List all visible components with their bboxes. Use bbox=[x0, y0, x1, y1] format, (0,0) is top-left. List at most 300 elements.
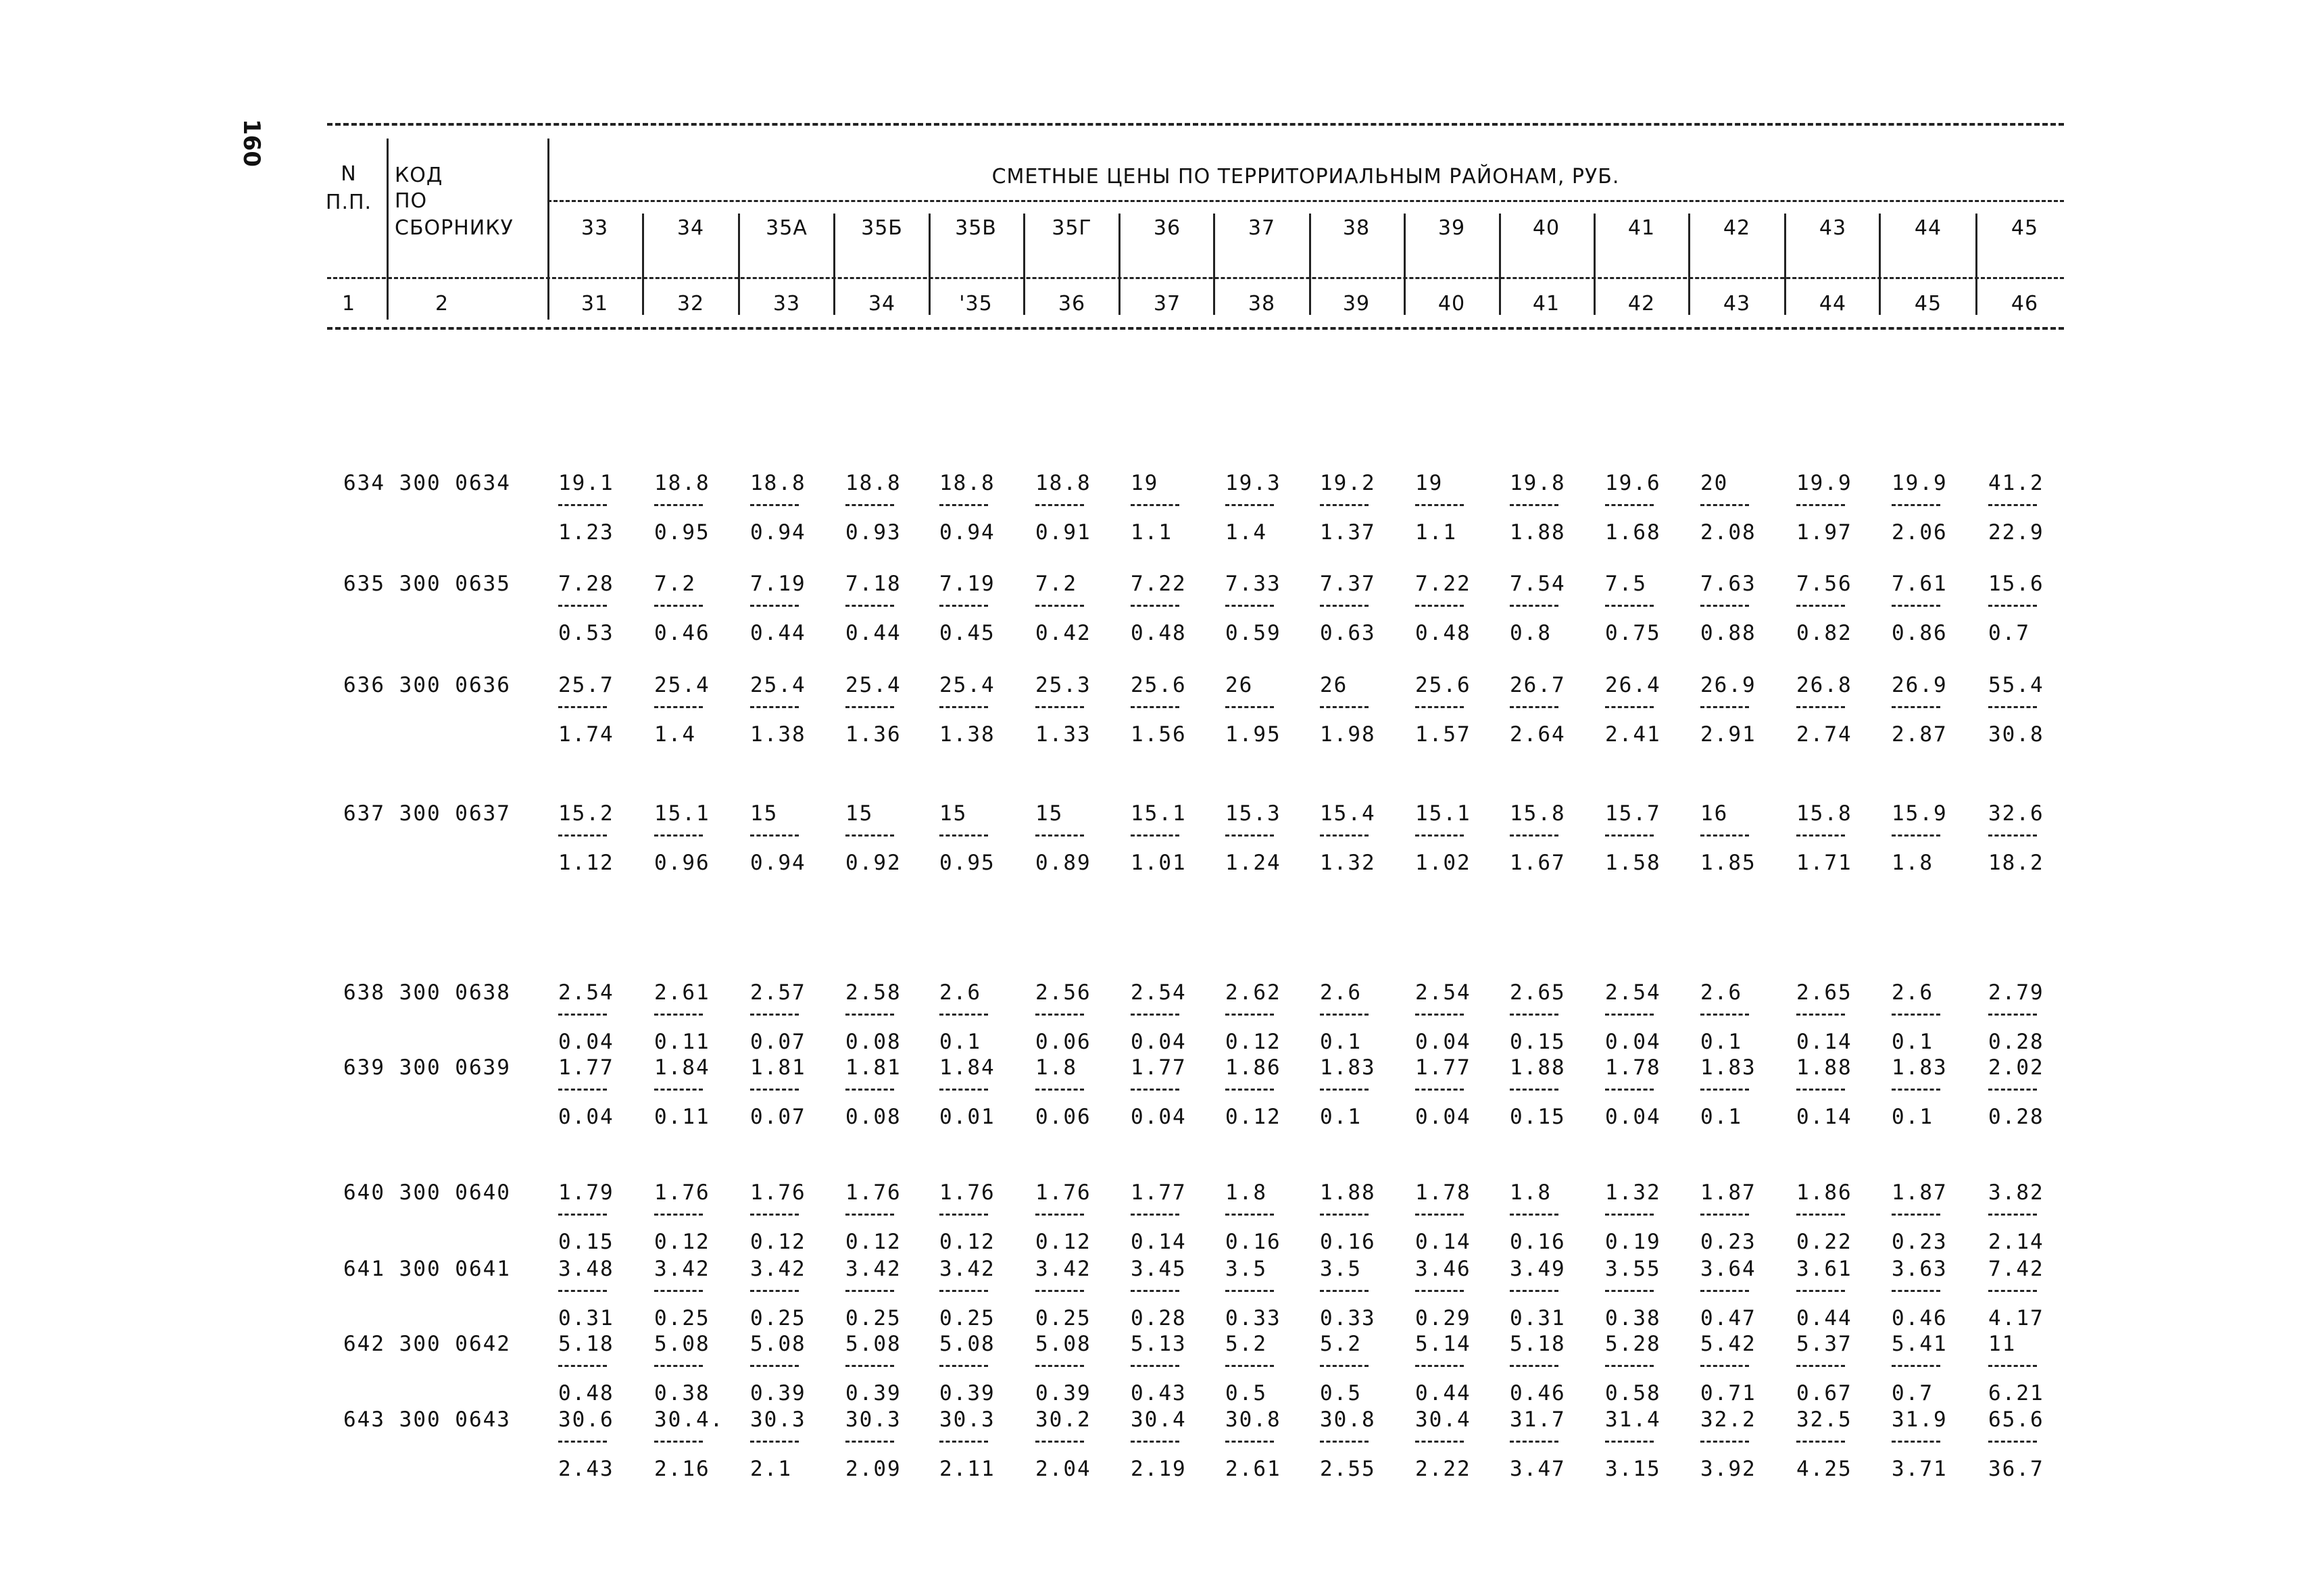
price-component: 1.56 bbox=[1131, 722, 1187, 747]
price-component: 2.41 bbox=[1605, 722, 1661, 747]
fraction-bar bbox=[939, 1441, 988, 1443]
price-total: 18.8 bbox=[750, 471, 806, 495]
row-code-label: 635 300 0635 bbox=[343, 572, 511, 596]
fraction-bar bbox=[1892, 1290, 1940, 1292]
fraction-bar bbox=[1892, 504, 1940, 506]
price-total: 15 bbox=[845, 801, 874, 826]
price-component: 0.53 bbox=[558, 621, 614, 645]
price-total: 7.42 bbox=[1988, 1257, 2044, 1281]
price-component: 22.9 bbox=[1988, 520, 2044, 545]
district-divider bbox=[929, 214, 931, 315]
price-component: 1.33 bbox=[1035, 722, 1091, 747]
fraction-bar bbox=[1320, 1365, 1369, 1367]
price-total: 20 bbox=[1700, 471, 1729, 495]
fraction-bar bbox=[939, 834, 988, 837]
fraction-bar bbox=[939, 706, 988, 708]
price-total: 1.88 bbox=[1796, 1055, 1852, 1080]
price-component: 0.1 bbox=[939, 1030, 981, 1054]
price-component: 0.01 bbox=[939, 1105, 995, 1129]
price-component: 0.12 bbox=[1225, 1030, 1281, 1054]
price-component: 0.14 bbox=[1131, 1230, 1187, 1254]
fraction-bar bbox=[1035, 1014, 1084, 1016]
price-total: 11 bbox=[1988, 1332, 2017, 1356]
price-component: 1.58 bbox=[1605, 851, 1661, 875]
price-component: 1.1 bbox=[1415, 520, 1457, 545]
price-total: 5.08 bbox=[939, 1332, 995, 1356]
price-component: 0.16 bbox=[1320, 1230, 1376, 1254]
price-component: 2.43 bbox=[558, 1457, 614, 1481]
price-component: 2.16 bbox=[654, 1457, 710, 1481]
fraction-bar bbox=[845, 1089, 894, 1091]
price-total: 1.32 bbox=[1605, 1180, 1661, 1205]
district-label: 36 bbox=[1153, 216, 1181, 240]
price-total: 30.4 bbox=[1131, 1407, 1187, 1432]
row-code-label: 640 300 0640 bbox=[343, 1180, 511, 1205]
price-component: 4.17 bbox=[1988, 1306, 2044, 1330]
fraction-bar bbox=[845, 1290, 894, 1292]
price-total: 7.18 bbox=[845, 572, 902, 596]
fraction-bar bbox=[654, 605, 703, 607]
price-total: 2.62 bbox=[1225, 980, 1281, 1005]
price-component: 0.38 bbox=[654, 1381, 710, 1405]
price-component: 1.23 bbox=[558, 520, 614, 545]
fraction-bar bbox=[558, 1290, 607, 1292]
district-divider bbox=[1118, 214, 1121, 315]
price-total: 3.61 bbox=[1796, 1257, 1852, 1281]
fraction-bar bbox=[1510, 706, 1558, 708]
price-component: 0.39 bbox=[939, 1381, 995, 1405]
column-index-label: 45 bbox=[1914, 292, 1942, 316]
fraction-bar bbox=[1700, 605, 1749, 607]
price-total: 1.87 bbox=[1700, 1180, 1756, 1205]
price-total: 30.4 bbox=[1415, 1407, 1471, 1432]
district-label: 35Б bbox=[861, 216, 903, 240]
price-component: 0.15 bbox=[1510, 1105, 1566, 1129]
district-divider bbox=[1975, 214, 1977, 315]
row-code-label: 637 300 0637 bbox=[343, 801, 511, 826]
price-component: 0.1 bbox=[1892, 1030, 1934, 1054]
fraction-bar bbox=[1225, 834, 1274, 837]
price-total: 1.79 bbox=[558, 1180, 614, 1205]
price-total: 30.8 bbox=[1225, 1407, 1281, 1432]
fraction-bar bbox=[1796, 1290, 1845, 1292]
price-total: 41.2 bbox=[1988, 471, 2044, 495]
price-component: 0.44 bbox=[1796, 1306, 1852, 1330]
header-index-num: 1 bbox=[341, 292, 356, 316]
price-total: 19.9 bbox=[1796, 471, 1852, 495]
price-total: 1.84 bbox=[939, 1055, 995, 1080]
column-index-label: 38 bbox=[1248, 292, 1276, 316]
fraction-bar bbox=[1605, 1441, 1654, 1443]
price-component: 0.46 bbox=[1510, 1381, 1566, 1405]
price-component: 0.88 bbox=[1700, 621, 1756, 645]
fraction-bar bbox=[1035, 1441, 1084, 1443]
fraction-bar bbox=[558, 1365, 607, 1367]
district-label: 43 bbox=[1819, 216, 1847, 240]
fraction-bar bbox=[939, 1214, 988, 1216]
price-total: 7.19 bbox=[750, 572, 806, 596]
fraction-bar bbox=[1700, 1365, 1749, 1367]
district-divider bbox=[1023, 214, 1025, 315]
price-total: 5.2 bbox=[1225, 1332, 1267, 1356]
price-component: 1.67 bbox=[1510, 851, 1566, 875]
fraction-bar bbox=[750, 1290, 799, 1292]
district-divider bbox=[1309, 214, 1311, 315]
price-total: 18.8 bbox=[654, 471, 710, 495]
price-component: 0.7 bbox=[1988, 621, 2030, 645]
fraction-bar bbox=[845, 706, 894, 708]
price-component: 2.1 bbox=[750, 1457, 792, 1481]
price-total: 30.6 bbox=[558, 1407, 614, 1432]
price-component: 0.25 bbox=[750, 1306, 806, 1330]
price-total: 2.6 bbox=[939, 980, 981, 1005]
price-component: 0.46 bbox=[1892, 1306, 1948, 1330]
price-total: 65.6 bbox=[1988, 1407, 2044, 1432]
fraction-bar bbox=[1415, 1365, 1464, 1367]
divider-num-code bbox=[387, 139, 389, 320]
district-label: 34 bbox=[676, 216, 705, 240]
fraction-bar bbox=[1320, 1214, 1369, 1216]
district-label: 38 bbox=[1342, 216, 1371, 240]
price-total: 30.3 bbox=[845, 1407, 902, 1432]
price-total: 5.37 bbox=[1796, 1332, 1852, 1356]
price-total: 2.6 bbox=[1892, 980, 1934, 1005]
fraction-bar bbox=[750, 706, 799, 708]
header-bottom-rule bbox=[327, 327, 2064, 330]
price-component: 0.44 bbox=[1415, 1381, 1471, 1405]
district-divider bbox=[1784, 214, 1786, 315]
price-total: 25.7 bbox=[558, 673, 614, 697]
fraction-bar bbox=[750, 1214, 799, 1216]
price-component: 1.97 bbox=[1796, 520, 1852, 545]
price-total: 2.56 bbox=[1035, 980, 1091, 1005]
fraction-bar bbox=[1320, 1441, 1369, 1443]
fraction-bar bbox=[1605, 706, 1654, 708]
price-total: 1.84 bbox=[654, 1055, 710, 1080]
price-component: 0.14 bbox=[1415, 1230, 1471, 1254]
fraction-bar bbox=[1605, 1089, 1654, 1091]
price-component: 0.86 bbox=[1892, 621, 1948, 645]
column-index-label: 33 bbox=[772, 292, 801, 316]
fraction-bar bbox=[939, 504, 988, 506]
fraction-bar bbox=[1510, 504, 1558, 506]
fraction-bar bbox=[1700, 1441, 1749, 1443]
price-component: 0.91 bbox=[1035, 520, 1091, 545]
price-total: 15 bbox=[1035, 801, 1064, 826]
price-component: 1.98 bbox=[1320, 722, 1376, 747]
fraction-bar bbox=[1035, 605, 1084, 607]
price-component: 3.15 bbox=[1605, 1457, 1661, 1481]
header-code-label-2: ПО bbox=[395, 189, 428, 213]
price-total: 26.9 bbox=[1700, 673, 1756, 697]
price-total: 16 bbox=[1700, 801, 1729, 826]
fraction-bar bbox=[1700, 1290, 1749, 1292]
fraction-bar bbox=[1320, 605, 1369, 607]
price-component: 0.33 bbox=[1225, 1306, 1281, 1330]
fraction-bar bbox=[654, 1290, 703, 1292]
header-title: СМЕТНЫЕ ЦЕНЫ ПО ТЕРРИТОРИАЛЬНЫМ РАЙОНАМ, РУБ. bbox=[991, 165, 1620, 189]
fraction-bar bbox=[1700, 1214, 1749, 1216]
price-component: 0.5 bbox=[1225, 1381, 1267, 1405]
price-total: 3.45 bbox=[1131, 1257, 1187, 1281]
fraction-bar bbox=[750, 1014, 799, 1016]
fraction-bar bbox=[1892, 1214, 1940, 1216]
price-total: 1.77 bbox=[1131, 1055, 1187, 1080]
row-code-label: 641 300 0641 bbox=[343, 1257, 511, 1281]
fraction-bar bbox=[750, 605, 799, 607]
price-total: 7.5 bbox=[1605, 572, 1647, 596]
row-code-label: 643 300 0643 bbox=[343, 1407, 511, 1432]
price-component: 0.44 bbox=[750, 621, 806, 645]
price-total: 2.57 bbox=[750, 980, 806, 1005]
district-label: 45 bbox=[2011, 216, 2039, 240]
price-total: 26 bbox=[1320, 673, 1348, 697]
price-component: 0.58 bbox=[1605, 1381, 1661, 1405]
price-total: 1.77 bbox=[558, 1055, 614, 1080]
fraction-bar bbox=[1988, 706, 2037, 708]
price-total: 3.64 bbox=[1700, 1257, 1756, 1281]
price-total: 15.4 bbox=[1320, 801, 1376, 826]
price-total: 30.8 bbox=[1320, 1407, 1376, 1432]
price-component: 0.25 bbox=[939, 1306, 995, 1330]
fraction-bar bbox=[845, 605, 894, 607]
fraction-bar bbox=[1415, 834, 1464, 837]
price-total: 1.81 bbox=[845, 1055, 902, 1080]
price-component: 1.37 bbox=[1320, 520, 1376, 545]
fraction-bar bbox=[558, 1441, 607, 1443]
fraction-bar bbox=[558, 706, 607, 708]
fraction-bar bbox=[1796, 706, 1845, 708]
fraction-bar bbox=[1796, 1441, 1845, 1443]
column-index-label: 43 bbox=[1723, 292, 1751, 316]
fraction-bar bbox=[1035, 834, 1084, 837]
column-index-label: 32 bbox=[676, 292, 705, 316]
district-divider bbox=[1594, 214, 1596, 315]
district-label: 42 bbox=[1723, 216, 1751, 240]
price-component: 0.1 bbox=[1320, 1105, 1362, 1129]
header-index-code: 2 bbox=[435, 292, 449, 316]
price-component: 1.38 bbox=[939, 722, 995, 747]
district-label: 35Г bbox=[1052, 216, 1092, 240]
fraction-bar bbox=[1415, 1089, 1464, 1091]
price-total: 2.65 bbox=[1796, 980, 1852, 1005]
price-total: 3.82 bbox=[1988, 1180, 2044, 1205]
district-divider bbox=[642, 214, 644, 315]
price-component: 1.32 bbox=[1320, 851, 1376, 875]
price-total: 25.4 bbox=[654, 673, 710, 697]
fraction-bar bbox=[1605, 1214, 1654, 1216]
price-component: 0.29 bbox=[1415, 1306, 1471, 1330]
price-component: 0.48 bbox=[558, 1381, 614, 1405]
column-index-label: 44 bbox=[1819, 292, 1847, 316]
fraction-bar bbox=[750, 1441, 799, 1443]
price-component: 1.85 bbox=[1700, 851, 1756, 875]
price-component: 1.57 bbox=[1415, 722, 1471, 747]
price-component: 1.01 bbox=[1131, 851, 1187, 875]
price-total: 3.5 bbox=[1225, 1257, 1267, 1281]
price-total: 25.4 bbox=[845, 673, 902, 697]
price-component: 0.22 bbox=[1796, 1230, 1852, 1254]
fraction-bar bbox=[1035, 1089, 1084, 1091]
price-component: 0.33 bbox=[1320, 1306, 1376, 1330]
price-component: 0.06 bbox=[1035, 1030, 1091, 1054]
price-total: 7.54 bbox=[1510, 572, 1566, 596]
price-total: 2.61 bbox=[654, 980, 710, 1005]
price-component: 2.19 bbox=[1131, 1457, 1187, 1481]
price-component: 0.39 bbox=[1035, 1381, 1091, 1405]
fraction-bar bbox=[1415, 1214, 1464, 1216]
price-total: 1.8 bbox=[1225, 1180, 1267, 1205]
price-total: 30.3 bbox=[939, 1407, 995, 1432]
price-total: 5.13 bbox=[1131, 1332, 1187, 1356]
price-total: 18.8 bbox=[1035, 471, 1091, 495]
price-component: 0.16 bbox=[1225, 1230, 1281, 1254]
price-component: 3.47 bbox=[1510, 1457, 1566, 1481]
fraction-bar bbox=[654, 1441, 703, 1443]
fraction-bar bbox=[1510, 1089, 1558, 1091]
price-component: 0.39 bbox=[845, 1381, 902, 1405]
price-component: 0.25 bbox=[654, 1306, 710, 1330]
price-component: 2.09 bbox=[845, 1457, 902, 1481]
price-component: 1.4 bbox=[1225, 520, 1267, 545]
district-divider bbox=[1213, 214, 1215, 315]
fraction-bar bbox=[654, 1365, 703, 1367]
fraction-bar bbox=[1510, 1214, 1558, 1216]
fraction-bar bbox=[558, 605, 607, 607]
price-component: 0.95 bbox=[654, 520, 710, 545]
fraction-bar bbox=[845, 504, 894, 506]
fraction-bar bbox=[1796, 1089, 1845, 1091]
price-total: 2.6 bbox=[1320, 980, 1362, 1005]
price-total: 7.56 bbox=[1796, 572, 1852, 596]
fraction-bar bbox=[1988, 504, 2037, 506]
fraction-bar bbox=[1131, 1014, 1179, 1016]
fraction-bar bbox=[1988, 1214, 2037, 1216]
column-index-label: 46 bbox=[2011, 292, 2039, 316]
price-total: 31.4 bbox=[1605, 1407, 1661, 1432]
fraction-bar bbox=[1131, 1214, 1179, 1216]
price-total: 3.63 bbox=[1892, 1257, 1948, 1281]
price-total: 7.2 bbox=[654, 572, 696, 596]
price-component: 0.44 bbox=[845, 621, 902, 645]
price-total: 2.58 bbox=[845, 980, 902, 1005]
fraction-bar bbox=[1796, 834, 1845, 837]
fraction-bar bbox=[1796, 605, 1845, 607]
fraction-bar bbox=[1225, 1089, 1274, 1091]
price-component: 0.04 bbox=[1415, 1105, 1471, 1129]
district-label: 37 bbox=[1248, 216, 1276, 240]
fraction-bar bbox=[1892, 1441, 1940, 1443]
fraction-bar bbox=[1796, 1214, 1845, 1216]
price-total: 1.87 bbox=[1892, 1180, 1948, 1205]
price-total: 3.42 bbox=[750, 1257, 806, 1281]
price-total: 26.7 bbox=[1510, 673, 1566, 697]
fraction-bar bbox=[1225, 504, 1274, 506]
fraction-bar bbox=[1892, 1365, 1940, 1367]
price-total: 2.54 bbox=[1605, 980, 1661, 1005]
fraction-bar bbox=[845, 1014, 894, 1016]
price-total: 31.7 bbox=[1510, 1407, 1566, 1432]
price-component: 0.14 bbox=[1796, 1030, 1852, 1054]
row-code-label: 639 300 0639 bbox=[343, 1055, 511, 1080]
column-index-label: 41 bbox=[1532, 292, 1560, 316]
price-total: 3.49 bbox=[1510, 1257, 1566, 1281]
price-component: 2.91 bbox=[1700, 722, 1756, 747]
price-total: 32.5 bbox=[1796, 1407, 1852, 1432]
column-index-label: '35 bbox=[959, 292, 993, 316]
fraction-bar bbox=[1988, 1290, 2037, 1292]
fraction-bar bbox=[558, 1214, 607, 1216]
fraction-bar bbox=[1796, 1365, 1845, 1367]
fraction-bar bbox=[1796, 1014, 1845, 1016]
district-divider bbox=[833, 214, 835, 315]
price-total: 30.2 bbox=[1035, 1407, 1091, 1432]
price-component: 2.06 bbox=[1892, 520, 1948, 545]
fraction-bar bbox=[1225, 1365, 1274, 1367]
row-code-label: 634 300 0634 bbox=[343, 471, 511, 495]
district-divider bbox=[1404, 214, 1406, 315]
fraction-bar bbox=[1225, 706, 1274, 708]
price-component: 0.12 bbox=[1225, 1105, 1281, 1129]
price-total: 30.3 bbox=[750, 1407, 806, 1432]
price-total: 25.6 bbox=[1131, 673, 1187, 697]
fraction-bar bbox=[558, 834, 607, 837]
price-total: 3.42 bbox=[654, 1257, 710, 1281]
price-total: 1.76 bbox=[845, 1180, 902, 1205]
price-total: 5.42 bbox=[1700, 1332, 1756, 1356]
fraction-bar bbox=[1988, 1365, 2037, 1367]
price-total: 15.9 bbox=[1892, 801, 1948, 826]
district-label: 39 bbox=[1437, 216, 1466, 240]
fraction-bar bbox=[1225, 1290, 1274, 1292]
fraction-bar bbox=[939, 1365, 988, 1367]
price-component: 2.04 bbox=[1035, 1457, 1091, 1481]
row-code-label: 638 300 0638 bbox=[343, 980, 511, 1005]
price-total: 1.77 bbox=[1415, 1055, 1471, 1080]
price-component: 1.36 bbox=[845, 722, 902, 747]
price-component: 1.8 bbox=[1892, 851, 1934, 875]
fraction-bar bbox=[750, 1089, 799, 1091]
price-component: 1.4 bbox=[654, 722, 696, 747]
fraction-bar bbox=[654, 504, 703, 506]
price-component: 0.04 bbox=[558, 1030, 614, 1054]
price-component: 0.94 bbox=[939, 520, 995, 545]
fraction-bar bbox=[1700, 706, 1749, 708]
price-total: 32.2 bbox=[1700, 1407, 1756, 1432]
price-total: 1.76 bbox=[1035, 1180, 1091, 1205]
price-component: 2.55 bbox=[1320, 1457, 1376, 1481]
price-component: 0.04 bbox=[558, 1105, 614, 1129]
fraction-bar bbox=[1320, 1290, 1369, 1292]
price-total: 3.42 bbox=[939, 1257, 995, 1281]
price-component: 1.68 bbox=[1605, 520, 1661, 545]
price-component: 1.24 bbox=[1225, 851, 1281, 875]
price-component: 0.28 bbox=[1988, 1105, 2044, 1129]
fraction-bar bbox=[1225, 1441, 1274, 1443]
price-total: 7.61 bbox=[1892, 572, 1948, 596]
district-divider bbox=[1499, 214, 1501, 315]
price-total: 18.8 bbox=[939, 471, 995, 495]
price-total: 7.22 bbox=[1131, 572, 1187, 596]
price-total: 3.42 bbox=[1035, 1257, 1091, 1281]
price-total: 19 bbox=[1131, 471, 1159, 495]
column-index-label: 37 bbox=[1153, 292, 1181, 316]
price-component: 3.71 bbox=[1892, 1457, 1948, 1481]
price-total: 25.4 bbox=[750, 673, 806, 697]
price-component: 0.63 bbox=[1320, 621, 1376, 645]
fraction-bar bbox=[1605, 1365, 1654, 1367]
price-component: 0.04 bbox=[1131, 1105, 1187, 1129]
